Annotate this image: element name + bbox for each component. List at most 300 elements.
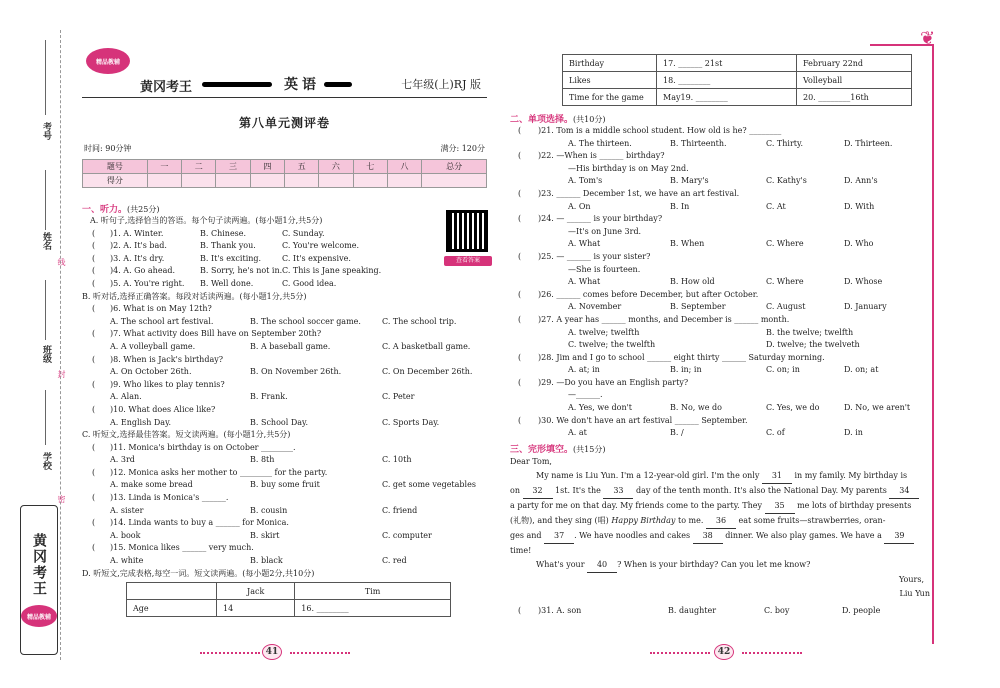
answer-bracket[interactable]: ( — [92, 354, 96, 364]
option: A. English Day. — [110, 417, 172, 427]
table-header: Jack — [217, 583, 295, 600]
label-xingming: 姓名 — [41, 232, 51, 250]
qr-label: 查看答案 — [444, 256, 492, 266]
score-head: 六 — [319, 160, 353, 174]
letter-text: in my family. My birthday is — [791, 470, 908, 480]
option: B. Thirteenth. — [670, 138, 727, 148]
option: A. white — [110, 556, 144, 566]
answer-blank[interactable]: 16. ________ — [295, 600, 451, 617]
letter-text: me lots of birthday presents — [794, 500, 912, 510]
option: C. get some vegetables — [382, 480, 476, 490]
options-row — [82, 555, 487, 568]
answer-bracket[interactable]: ( — [518, 251, 522, 261]
option: C. On December 26th. — [382, 367, 473, 377]
score-cell[interactable] — [147, 174, 181, 188]
table-cell: 14 — [217, 600, 295, 617]
option: A. at — [568, 428, 587, 438]
page-title: 第八单元测评卷 — [238, 116, 330, 130]
option: C. computer — [382, 530, 432, 540]
options-row — [82, 530, 487, 543]
question-text: —______. — [568, 390, 603, 400]
option: B. On November 26th. — [250, 367, 342, 377]
part-d-table — [126, 582, 451, 617]
answer-bracket[interactable]: ( — [518, 352, 522, 362]
answer-bracket[interactable]: ( — [92, 278, 96, 288]
option: C. It's expensive. — [282, 253, 351, 263]
answer-blank[interactable]: 17. ______ 21st — [657, 55, 797, 72]
answer-bracket[interactable]: ( — [92, 228, 96, 238]
header-brand: 黄冈考王 — [140, 80, 193, 95]
exam-score: 满分: 120分 — [440, 144, 485, 153]
option: D. With — [844, 201, 875, 211]
question-text: )23. ______ December 1st, we have an art festival. — [538, 188, 740, 198]
option: C. twelve; the twelfth — [568, 340, 656, 350]
answer-bracket[interactable]: ( — [518, 188, 522, 198]
question-text: )6. What is on May 12th? — [110, 304, 212, 314]
option: B. daughter — [668, 605, 717, 615]
option: B. School Day. — [250, 417, 308, 427]
letter-greeting: Dear Tom, — [510, 456, 552, 466]
letter-text: time! — [510, 545, 532, 555]
option: A. November — [568, 302, 622, 312]
letter-line — [510, 469, 930, 484]
question-row — [82, 265, 487, 278]
option: C. Yes, we do — [766, 403, 820, 413]
letter-closing: Yours, — [898, 574, 924, 584]
cloze-blank[interactable]: 35 — [765, 499, 795, 514]
option: B. Frank. — [250, 392, 288, 402]
answer-blank[interactable]: 20. ________16th — [797, 89, 912, 106]
qr-code-icon — [446, 210, 488, 252]
table-cell — [127, 583, 217, 600]
question-text: )26. ______ comes before December, but after October. — [538, 289, 759, 299]
option: A. sister — [110, 505, 144, 515]
letter-text: What's your — [536, 559, 588, 569]
option: C. Peter — [382, 392, 415, 402]
answer-bracket[interactable]: ( — [92, 467, 96, 477]
option: D. January — [844, 302, 887, 312]
letter-text: on — [510, 485, 523, 495]
option: B. September — [670, 302, 726, 312]
cloze-blank[interactable]: 34 — [889, 484, 919, 499]
option: B. Sorry, he's not in. — [200, 266, 283, 276]
section-points: (共15分) — [573, 444, 606, 454]
letter-text: day of the tenth month. It's also the National Day. My parents — [633, 485, 890, 495]
answer-bracket[interactable]: ( — [518, 415, 522, 425]
footer-dots — [290, 652, 350, 654]
inst-a — [82, 215, 487, 228]
option: D. Ann's — [844, 176, 878, 186]
score-head: 二 — [182, 160, 216, 174]
question-row — [82, 354, 487, 367]
left-page — [82, 40, 487, 617]
option: B. 8th — [250, 455, 275, 465]
score-cell[interactable] — [319, 174, 353, 188]
letter-signature: Liu Yun — [899, 588, 930, 598]
options-row — [82, 505, 487, 518]
header-subject: 英语 — [284, 77, 320, 93]
cloze-section — [510, 442, 930, 618]
option: C. of — [766, 428, 785, 438]
option: B. cousin — [250, 505, 288, 515]
question-text: )10. What does Alice like? — [110, 404, 216, 414]
score-head: 七 — [353, 160, 387, 174]
option: B. No, we do — [670, 403, 722, 413]
score-head: 三 — [216, 160, 250, 174]
answer-bracket[interactable]: ( — [518, 126, 522, 135]
page-number-right — [714, 644, 734, 660]
option: A. make some bread — [110, 480, 193, 490]
question-text: )21. Tom is a middle school student. How old is he? ________ — [538, 126, 782, 135]
cut-mark-mi: 密 — [57, 495, 66, 503]
option: C. A basketball game. — [382, 341, 471, 351]
score-cell[interactable] — [422, 174, 487, 188]
score-cell[interactable] — [216, 174, 250, 188]
score-label: 得分 — [83, 174, 148, 188]
question-row — [82, 303, 487, 316]
footer-dots — [742, 652, 802, 654]
answer-bracket[interactable]: ( — [92, 266, 96, 276]
letter-line — [510, 558, 930, 573]
question-row — [82, 404, 487, 417]
question-text: )13. Linda is Monica's ______. — [110, 493, 229, 503]
option: B. In — [670, 201, 690, 211]
table-cell: Volleyball — [797, 72, 912, 89]
option: D. people — [842, 605, 881, 615]
cloze-blank[interactable]: 32 — [523, 484, 553, 499]
question-row — [82, 253, 487, 266]
section-points: (共25分) — [127, 205, 160, 214]
option: )4. A. Go ahead. — [110, 266, 175, 276]
option: C. 10th — [382, 455, 412, 465]
option: D. Who — [844, 239, 874, 249]
option: A. What — [568, 277, 601, 287]
option: C. August — [766, 302, 806, 312]
question-text: )28. Jim and I go to school ______ eight thirty ______ Saturday morning. — [538, 352, 825, 362]
score-head: 五 — [284, 160, 318, 174]
option: B. buy some fruit — [250, 480, 320, 490]
option: B. The school soccer game. — [250, 316, 361, 326]
option: D. in — [844, 428, 863, 438]
header-decor-bar — [202, 82, 272, 87]
answer-bracket[interactable]: ( — [92, 329, 96, 339]
answer-bracket[interactable]: ( — [92, 379, 96, 389]
answer-bracket[interactable]: ( — [92, 493, 96, 503]
inst-d — [82, 568, 487, 581]
answer-bracket[interactable]: ( — [518, 289, 522, 299]
option: A. On — [568, 201, 591, 211]
table-cell: Time for the game — [563, 89, 657, 106]
letter-text: . We have noodles and cakes — [574, 530, 693, 540]
question-row — [82, 517, 487, 530]
cloze-blank[interactable]: 37 — [544, 529, 574, 544]
question-text: —His birthday is on May 2nd. — [568, 163, 689, 173]
question-text: )14. Linda wants to buy a ______ for Monica. — [110, 518, 289, 528]
options-row — [82, 391, 487, 404]
answer-bracket[interactable]: ( — [518, 605, 522, 615]
side-logo-icon: 精品教辅 — [21, 605, 57, 627]
answer-bracket[interactable]: ( — [92, 304, 96, 314]
option: D. No, we aren't — [844, 403, 911, 413]
footer-dots — [200, 652, 260, 654]
question-row — [82, 467, 487, 480]
question-text: )9. Who likes to play tennis? — [110, 379, 225, 389]
option: B. Chinese. — [200, 228, 247, 238]
single-choice-section — [510, 112, 930, 440]
question-text: )7. What activity does Bill have on September 20th? — [110, 329, 322, 339]
question-text: )15. Monica likes ______ very much. — [110, 543, 254, 553]
question-row — [82, 442, 487, 455]
right-page — [510, 54, 930, 617]
letter-text: to me. — [675, 515, 706, 525]
option: C. friend — [382, 505, 418, 515]
option: C. on; in — [766, 365, 800, 375]
option: )1. A. Winter. — [110, 228, 164, 238]
option: A. 3rd — [110, 455, 135, 465]
cut-line — [60, 30, 61, 660]
option: B. Thank you. — [200, 241, 256, 251]
question-text: )25. — ______ is your sister? — [538, 251, 651, 261]
cloze-blank[interactable]: 33 — [603, 484, 633, 499]
option: B. How old — [670, 277, 715, 287]
option: C. The school trip. — [382, 316, 457, 326]
answer-bracket[interactable]: ( — [92, 404, 96, 414]
option: C. Where — [766, 239, 804, 249]
option: )5. A. You're right. — [110, 278, 185, 288]
part-b-list — [82, 303, 487, 429]
question-text: )22. —When is ______ birthday? — [538, 151, 665, 161]
question-text: )11. Monica's birthday is on October ________. — [110, 442, 296, 452]
question-row — [82, 240, 487, 253]
answer-bracket[interactable]: ( — [92, 253, 96, 263]
question-row — [82, 379, 487, 392]
instruction-text: A. 听句子,选择恰当的答语。每个句子读两遍。(每小题1分,共5分) — [90, 216, 323, 225]
option: D. twelve; the twelveth — [766, 340, 860, 350]
option: A. Tom's — [568, 176, 603, 186]
inst-b — [82, 291, 487, 304]
letter-text: 1st. It's the — [552, 485, 604, 495]
brand-logo-icon: 精品教辅 — [86, 48, 130, 74]
score-cell[interactable] — [353, 174, 387, 188]
question-text: )8. When is Jack's birthday? — [110, 354, 224, 364]
letter-line — [510, 484, 930, 499]
part-c-list — [82, 442, 487, 568]
answer-bracket[interactable]: ( — [92, 543, 96, 553]
option: )2. A. It's bad. — [110, 241, 167, 251]
exam-meta — [82, 143, 487, 154]
score-cell[interactable] — [250, 174, 284, 188]
question-text: )24. — ______ is your birthday? — [538, 214, 663, 224]
section-title: 一、听力。 — [82, 205, 128, 215]
option: )31. A. son — [538, 605, 582, 615]
question-text: —It's on June 3rd. — [568, 226, 642, 236]
score-head: 题号 — [83, 160, 148, 174]
option: B. Mary's — [670, 176, 709, 186]
letter-line — [510, 514, 930, 529]
answer-blank[interactable]: 18. ________ — [657, 72, 797, 89]
answer-bracket[interactable]: ( — [92, 442, 96, 452]
question-row — [82, 542, 487, 555]
xingming-line — [45, 170, 46, 230]
page-number: 41 — [262, 644, 282, 660]
score-head: 八 — [387, 160, 421, 174]
option: B. / — [670, 428, 684, 438]
binding-strip — [0, 0, 68, 688]
instruction-text: C. 听短文,选择最佳答案。短文读两遍。(每小题1分,共5分) — [82, 430, 291, 440]
cloze-blank[interactable]: 40 — [587, 558, 617, 573]
section-title: 三、完形填空。 — [510, 444, 574, 455]
score-head: 一 — [147, 160, 181, 174]
option: C. Good idea. — [282, 278, 337, 288]
label-banji: 班级 — [41, 345, 51, 363]
letter-text: My name is Liu Yun. I'm a 12-year-old girl. I'm the only — [536, 470, 762, 480]
cut-mark-xian: 线 — [57, 258, 66, 266]
label-kaohao: 考号 — [41, 122, 51, 140]
part-a-list — [82, 228, 487, 291]
section-heading — [82, 202, 487, 215]
option: A. Alan. — [110, 392, 142, 402]
option: )3. A. It's dry. — [110, 253, 165, 263]
letter-text: eat some fruits—strawberries, oran- — [735, 515, 886, 525]
table-header: Tim — [295, 583, 451, 600]
xuexiao-line — [45, 390, 46, 445]
question-row — [82, 328, 487, 341]
score-head: 四 — [250, 160, 284, 174]
option: A. book — [110, 530, 141, 540]
option: C. Kathy's — [766, 176, 807, 186]
question-text: )12. Monica asks her mother to ________ for the party. — [110, 467, 328, 477]
question-row — [82, 278, 487, 291]
option: C. Sports Day. — [382, 417, 440, 427]
side-brand-title: 黄冈考王 — [31, 533, 47, 597]
option: A. A volleyball game. — [110, 341, 196, 351]
cut-mark-feng: 封 — [57, 370, 66, 378]
section-points: (共10分) — [573, 115, 606, 124]
options-row — [82, 479, 487, 492]
right-border-line — [932, 44, 934, 644]
options-row — [82, 417, 487, 430]
letter-text: ? When is your birthday? Can you let me know? — [617, 559, 811, 569]
question-text: )30. We don't have an art festival ______ September. — [538, 415, 748, 425]
option: D. on; at — [844, 365, 879, 375]
option: A. On October 26th. — [110, 367, 192, 377]
option: C. You're welcome. — [282, 241, 360, 251]
option: A. twelve; twelfth — [568, 327, 640, 337]
page-header — [82, 40, 487, 98]
letter-text: a party for me on that day. My friends come to the party. They — [510, 500, 765, 510]
cloze-blank[interactable]: 36 — [706, 514, 736, 529]
letter-text: ges and — [510, 530, 545, 540]
answer-blank[interactable]: May19. ________ — [657, 89, 797, 106]
option: C. This is Jane speaking. — [282, 266, 382, 276]
footer-dots — [650, 652, 710, 654]
question-text: )27. A year has ______ months, and December is ______ month. — [538, 314, 790, 324]
option: A. The thirteen. — [568, 138, 632, 148]
answer-bracket[interactable]: ( — [518, 151, 522, 161]
score-cell[interactable] — [387, 174, 421, 188]
question-row — [82, 228, 487, 241]
option: C. boy — [764, 605, 790, 615]
answer-bracket[interactable]: ( — [518, 214, 522, 224]
instruction-text: B. 听对话,选择正确答案。每段对话读两遍。(每小题1分,共5分) — [82, 291, 307, 301]
label-xuexiao: 学校 — [41, 452, 51, 470]
exam-time: 时间: 90分钟 — [84, 144, 132, 153]
option: A. Yes, we don't — [568, 403, 633, 413]
option: D. Whose — [844, 277, 883, 287]
question-text: —She is fourteen. — [568, 264, 641, 274]
option: D. Thirteen. — [844, 138, 893, 148]
options-row — [82, 366, 487, 379]
option: A. The school art festival. — [110, 316, 214, 326]
options-row — [82, 454, 487, 467]
option: A. at; in — [568, 365, 600, 375]
cloze-blank[interactable]: 31 — [762, 469, 792, 484]
instruction-text: D. 听短文,完成表格,每空一词。短文读两遍。(每小题2分,共10分) — [82, 568, 315, 578]
options-row — [82, 341, 487, 354]
page-number: 42 — [714, 644, 734, 660]
letter-line — [510, 499, 930, 514]
header-grade: 七年级(上)RJ 版 — [401, 78, 481, 91]
score-head: 总分 — [422, 160, 487, 174]
letter-text: dinner. We also play games. We have a — [722, 530, 885, 540]
answer-bracket[interactable]: ( — [92, 518, 96, 528]
option: C. Where — [766, 277, 804, 287]
option: B. A baseball game. — [250, 341, 331, 351]
listening-section — [82, 202, 487, 617]
table-cell: Birthday — [563, 55, 657, 72]
option: B. Well done. — [200, 278, 254, 288]
table-cell: Age — [127, 600, 217, 617]
answer-bracket[interactable]: ( — [92, 241, 96, 251]
question-text: )29. —Do you have an English party? — [538, 377, 689, 387]
option: C. Thirty. — [766, 138, 804, 148]
letter-text: (礼物), and they sing (唱) — [510, 515, 612, 525]
answer-bracket[interactable]: ( — [518, 314, 522, 324]
score-cell[interactable] — [284, 174, 318, 188]
option: B. the twelve; twelfth — [766, 327, 854, 337]
butterfly-icon: ❦ — [920, 28, 936, 49]
section-heading — [510, 112, 930, 125]
options-row — [82, 316, 487, 329]
page-number-left — [262, 644, 282, 660]
inst-c — [82, 429, 487, 442]
option: B. black — [250, 556, 283, 566]
score-cell[interactable] — [182, 174, 216, 188]
score-table — [82, 159, 487, 188]
option: C. Sunday. — [282, 228, 325, 238]
kaohao-line — [45, 40, 46, 115]
answer-bracket[interactable]: ( — [518, 377, 522, 387]
table-cell: Likes — [563, 72, 657, 89]
cloze-blank[interactable]: 39 — [884, 529, 914, 544]
side-brand-box — [20, 505, 58, 655]
question-row — [82, 492, 487, 505]
option: B. It's exciting. — [200, 253, 262, 263]
option: B. in; in — [670, 365, 702, 375]
option: B. skirt — [250, 530, 280, 540]
section-title: 二、单项选择。 — [510, 115, 574, 125]
right-info-table — [562, 54, 912, 106]
song-title: Happy Birthday — [611, 515, 676, 525]
option: A. What — [568, 239, 601, 249]
banji-line — [45, 280, 46, 340]
cloze-blank[interactable]: 38 — [693, 529, 723, 544]
table-cell: February 22nd — [797, 55, 912, 72]
section-heading — [510, 442, 930, 455]
option: B. When — [670, 239, 705, 249]
option: C. At — [766, 201, 786, 211]
option: C. red — [382, 556, 407, 566]
